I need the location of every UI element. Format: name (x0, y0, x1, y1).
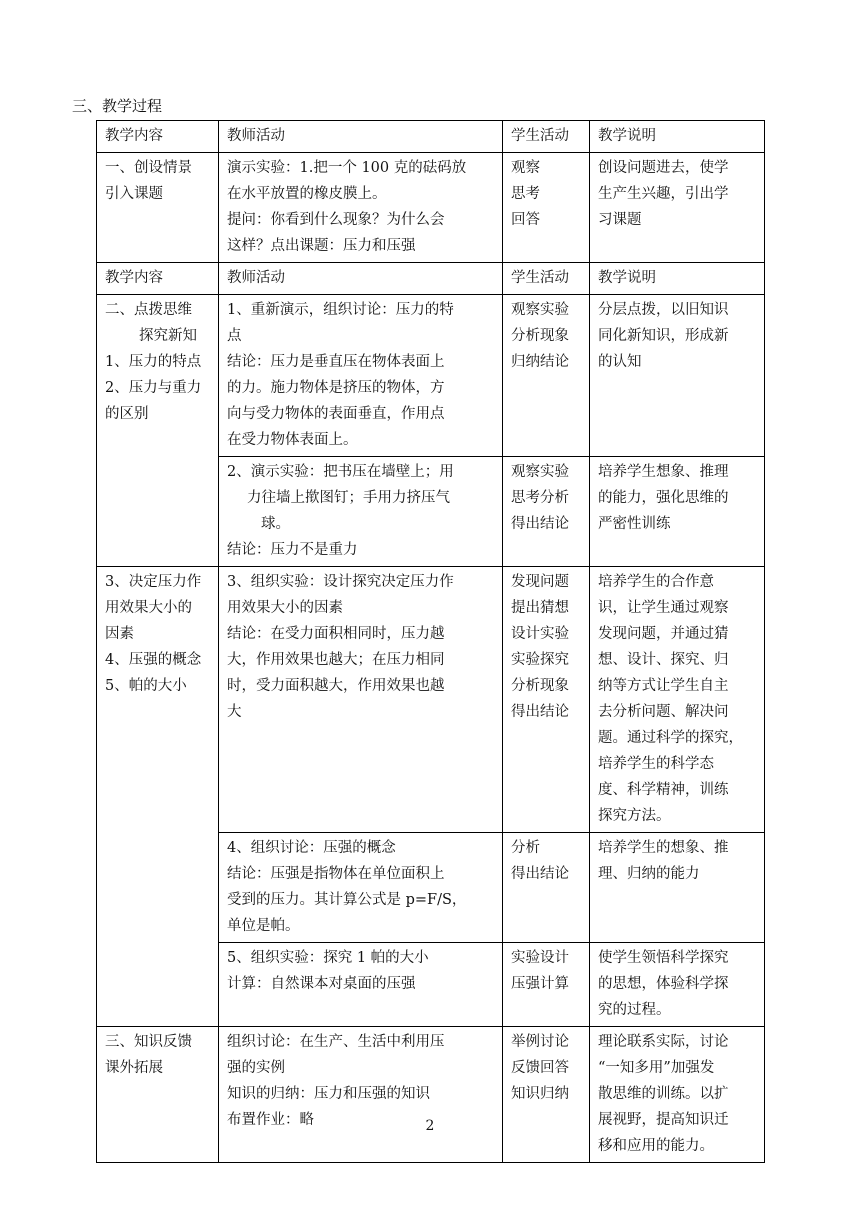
text-line: 反馈回答 (511, 1060, 569, 1076)
text-line: 同化新知识，形成新 (598, 328, 729, 344)
text-line: 球。 (261, 516, 290, 532)
text-line: 计算：自然课本对桌面的压强 (227, 976, 416, 992)
text-line: 知识归纳 (511, 1086, 569, 1102)
text-line: 题。通过科学的探究， (598, 730, 743, 746)
table-header-row (97, 121, 765, 153)
text-line: “一知多用”加强发 (598, 1060, 715, 1076)
text-line: 大，作用效果也越大；在压力相同 (227, 652, 445, 668)
text-line: 培养学生的想象、推 (598, 840, 729, 856)
content-cell (97, 295, 219, 567)
text-line: 力往墙上揿图钉；手用力挤压气 (247, 490, 450, 506)
text-line: 4、压强的概念 (105, 652, 202, 668)
text-line: 观察实验 (511, 302, 569, 318)
text-line: 纳等方式让学生自主 (598, 678, 729, 694)
text-line: 5、帕的大小 (105, 678, 187, 694)
text-line: 探究新知 (139, 328, 197, 344)
text-line: 举例讨论 (511, 1034, 569, 1050)
text-line: 结论：压力不是重力 (227, 542, 358, 558)
text-line: 的认知 (598, 354, 642, 370)
teacher-cell (219, 457, 503, 567)
text-line: 压强计算 (511, 976, 569, 992)
text-line: 去分析问题、解决问 (598, 704, 729, 720)
text-line: 分析现象 (511, 328, 569, 344)
text-line: 1、压力的特点 (105, 354, 202, 370)
text-line: 实验探究 (511, 652, 569, 668)
note-cell (590, 567, 765, 833)
text-line: 演示实验：1.把一个 100 克的砝码放 (227, 160, 467, 176)
text-line: 分析 (511, 840, 540, 856)
text-line: 发现问题，并通过猜 (598, 626, 729, 642)
text-line: 用效果大小的 (105, 600, 192, 616)
text-line: 受到的压力。其计算公式是 p=F/S， (227, 892, 467, 908)
text-line: 观察 (511, 160, 540, 176)
text-line: 这样？点出课题：压力和压强 (227, 238, 416, 254)
text-line: 三、知识反馈 (105, 1034, 192, 1050)
note-cell (590, 153, 765, 263)
text-line: 习课题 (598, 212, 642, 228)
content-cell (97, 153, 219, 263)
text-line: 设计实验 (511, 626, 569, 642)
text-line: 想、设计、探究、归 (598, 652, 729, 668)
text-line: 移和应用的能力。 (598, 1138, 714, 1154)
note-cell (590, 943, 765, 1027)
content-cell (97, 567, 219, 1027)
text-line: 结论：压力是垂直压在物体表面上 (227, 354, 445, 370)
text-line: 回答 (511, 212, 540, 228)
table-row (97, 153, 765, 263)
text-line: 1、重新演示，组织讨论：压力的特 (227, 302, 454, 318)
text-line: 的思想，体验科学探 (598, 976, 729, 992)
note-cell (590, 1027, 765, 1163)
page-number: 2 (425, 1118, 435, 1134)
text-line: 思考分析 (511, 490, 569, 506)
text-line: 培养学生的科学态 (598, 756, 714, 772)
text-line: 培养学生想象、推理 (598, 464, 729, 480)
teacher-cell (219, 943, 503, 1027)
text-line: 结论：压强是指物体在单位面积上 (227, 866, 445, 882)
student-cell (503, 457, 590, 567)
text-line: 的能力，强化思维的 (598, 490, 729, 506)
table-header-row (97, 263, 765, 295)
text-line: 点 (227, 328, 242, 344)
table-row (97, 567, 765, 833)
text-line: 发现问题 (511, 574, 569, 590)
text-line: 知识的归纳：压力和压强的知识 (227, 1086, 430, 1102)
teacher-cell (219, 567, 503, 833)
note-cell (590, 295, 765, 457)
text-line: 培养学生的合作意 (598, 574, 714, 590)
text-line: 提问：你看到什么现象？为什么会 (227, 212, 445, 228)
text-line: 强的实例 (227, 1060, 285, 1076)
header-cell-teacher: 教师活动 (219, 121, 503, 153)
text-line: 究的过程。 (598, 1002, 671, 1018)
text-line: 3、组织实验：设计探究决定压力作 (227, 574, 454, 590)
text-line: 在受力物体表面上。 (227, 432, 358, 448)
text-line: 使学生领悟科学探究 (598, 950, 729, 966)
text-line: 在水平放置的橡皮膜上。 (227, 186, 387, 202)
header-cell-student: 学生活动 (503, 121, 590, 153)
text-line: 的力。施力物体是挤压的物体，方 (227, 380, 445, 396)
text-line: 展视野，提高知识迁 (598, 1112, 729, 1128)
text-line: 生产生兴趣，引出学 (598, 186, 729, 202)
text-line: 理论联系实际，讨论 (598, 1034, 729, 1050)
text-line: 得出结论 (511, 704, 569, 720)
student-cell (503, 153, 590, 263)
text-line: 5、组织实验：探究 1 帕的大小 (227, 950, 429, 966)
header-cell-teacher: 教师活动 (219, 263, 503, 295)
text-line: 大 (227, 704, 242, 720)
text-line: 组织讨论：在生产、生活中利用压 (227, 1034, 445, 1050)
teacher-cell (219, 1027, 503, 1163)
text-line: 分析现象 (511, 678, 569, 694)
teacher-cell (219, 153, 503, 263)
student-cell (503, 943, 590, 1027)
teacher-cell (219, 295, 503, 457)
text-line: 2、演示实验：把书压在墙壁上；用 (227, 464, 454, 480)
text-line: 得出结论 (511, 516, 569, 532)
text-line: 用效果大小的因素 (227, 600, 343, 616)
text-line: 3、决定压力作 (105, 574, 202, 590)
text-line: 提出猜想 (511, 600, 569, 616)
header-cell-content: 教学内容 (97, 121, 219, 153)
content-cell (97, 1027, 219, 1163)
text-line: 时，受力面积越大，作用效果也越 (227, 678, 445, 694)
text-line: 严密性训练 (598, 516, 671, 532)
text-line: 度、科学精神，训练 (598, 782, 729, 798)
text-line: 创设问题进去，使学 (598, 160, 729, 176)
student-cell (503, 295, 590, 457)
teacher-cell (219, 833, 503, 943)
student-cell (503, 1027, 590, 1163)
header-cell-note: 教学说明 (590, 263, 765, 295)
text-line: 2、压力与重力 (105, 380, 202, 396)
header-cell-content: 教学内容 (97, 263, 219, 295)
section-heading: 三、教学过程 (72, 97, 163, 115)
teaching-process-table (96, 120, 765, 1163)
text-line: 得出结论 (511, 866, 569, 882)
text-line: 实验设计 (511, 950, 569, 966)
text-line: 4、组织讨论：压强的概念 (227, 840, 396, 856)
text-line: 二、点拨思维 (105, 302, 192, 318)
text-line: 单位是帕。 (227, 918, 300, 934)
text-line: 观察实验 (511, 464, 569, 480)
text-line: 探究方法。 (598, 808, 671, 824)
header-cell-student: 学生活动 (503, 263, 590, 295)
text-line: 课外拓展 (105, 1060, 163, 1076)
text-line: 布置作业：略 (227, 1112, 314, 1128)
student-cell (503, 567, 590, 833)
note-cell (590, 457, 765, 567)
text-line: 一、创设情景 (105, 160, 192, 176)
text-line: 思考 (511, 186, 540, 202)
header-cell-note: 教学说明 (590, 121, 765, 153)
text-line: 结论：在受力面积相同时，压力越 (227, 626, 445, 642)
text-line: 归纳结论 (511, 354, 569, 370)
text-line: 识，让学生通过观察 (598, 600, 729, 616)
table-row (97, 1027, 765, 1163)
text-line: 向与受力物体的表面垂直，作用点 (227, 406, 445, 422)
note-cell (590, 833, 765, 943)
student-cell (503, 833, 590, 943)
text-line: 分层点拨，以旧知识 (598, 302, 729, 318)
text-line: 理、归纳的能力 (598, 866, 700, 882)
text-line: 的区别 (105, 406, 149, 422)
text-line: 因素 (105, 626, 134, 642)
table-row (97, 295, 765, 457)
text-line: 引入课题 (105, 186, 163, 202)
text-line: 散思维的训练。以扩 (598, 1086, 729, 1102)
